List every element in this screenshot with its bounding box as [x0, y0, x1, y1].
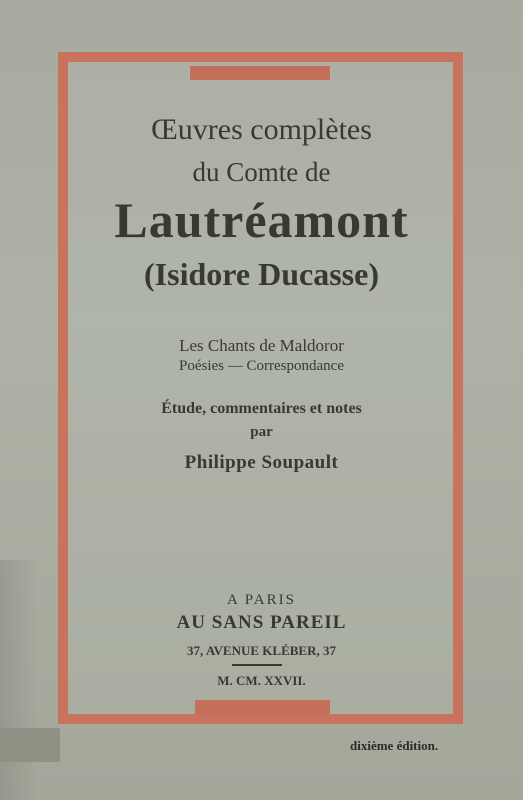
study-line: Étude, commentaires et notes	[161, 400, 362, 417]
author-name: Lautréamont	[114, 192, 409, 248]
publication-year: M. CM. XXVII.	[217, 673, 306, 688]
editor-name: Philippe Soupault	[184, 452, 339, 473]
publisher-name: AU SANS PAREIL	[176, 612, 347, 633]
divider-rule	[232, 664, 282, 666]
title-line-2: du Comte de	[192, 157, 331, 187]
frame-bottom-tab	[195, 700, 330, 714]
title-line-1: Œuvres complètes	[151, 113, 372, 146]
work-title-1: Les Chants de Maldoror	[179, 336, 344, 355]
edition-label: dixième édition.	[350, 738, 439, 753]
publisher-address: 37, AVENUE KLÉBER, 37	[187, 643, 336, 658]
by-label: par	[250, 424, 273, 440]
work-title-2: Poésies — Correspondance	[179, 358, 344, 374]
author-real-name: (Isidore Ducasse)	[144, 256, 379, 292]
publisher-city: A PARIS	[227, 592, 296, 608]
library-sticker	[0, 728, 60, 762]
frame-top-tab	[190, 66, 330, 80]
